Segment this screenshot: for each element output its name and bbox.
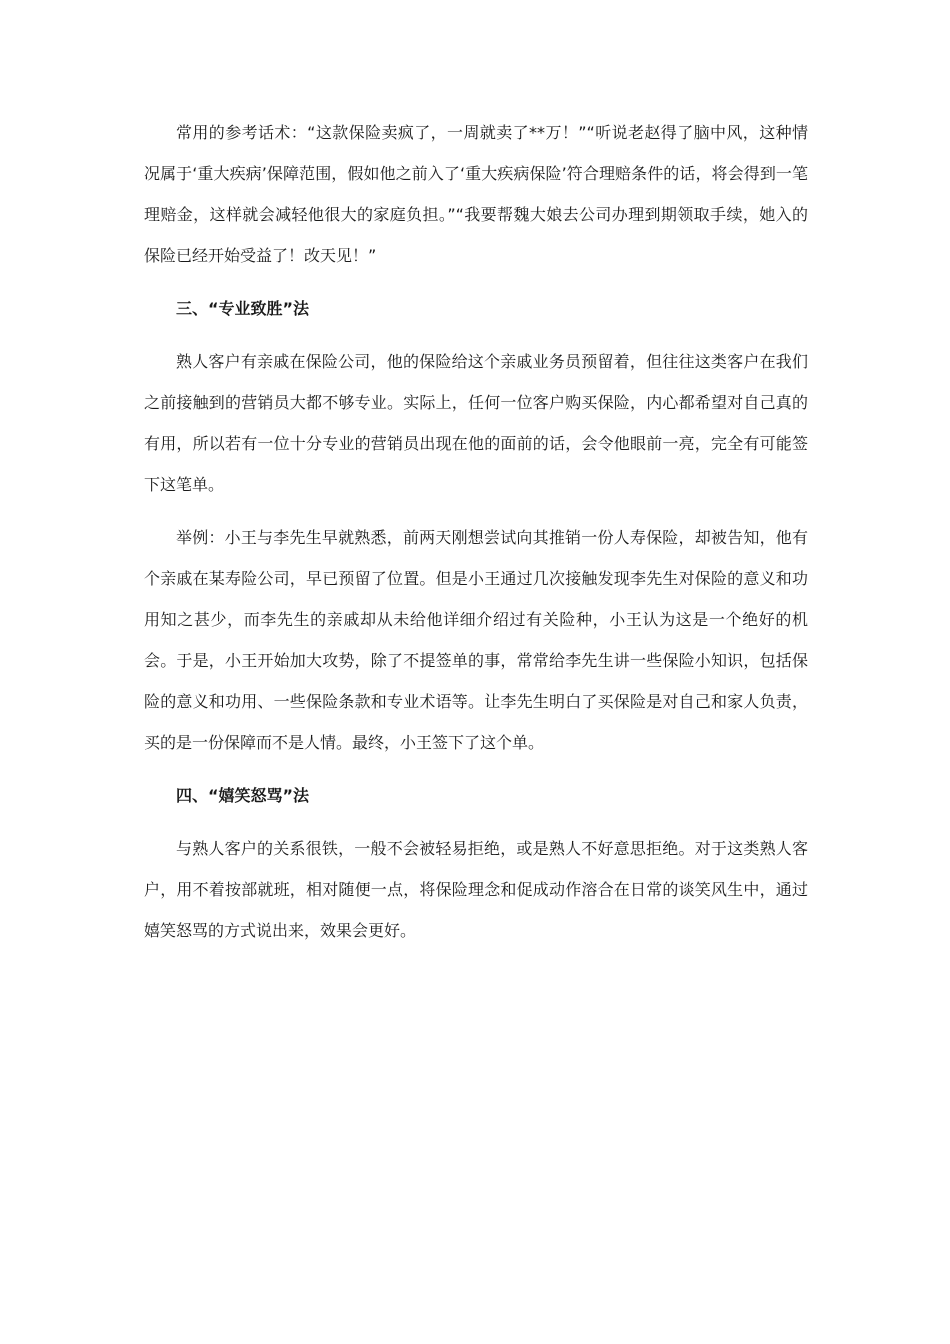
section-heading-4: 四、“嬉笑怒骂”法 xyxy=(176,786,310,805)
paragraph-casual-approach: 与熟人客户的关系很铁，一般不会被轻易拒绝，或是熟人不好意思拒绝。对于这类熟人客户，用不着按部就班，相对随便一点，将保险理念和促成动作溶合在日常的谈笑风生中，通过嬉笑怒骂的方式说出来，效果会更好。 xyxy=(144,839,808,940)
paragraph-reference-phrases: 常用的参考话术：“这款保险卖疯了，一周就卖了**万！”“听说老赵得了脑中风，这种情况属于‘重大疾病’保障范围，假如他之前入了‘重大疾病保险’符合理赔条件的话，将会得到一笔理赔金，这样就会减轻他很大的家庭负担。”“我要帮魏大娘去公司办理到期领取手续，她入的保险已经开始受益了！改天见！” xyxy=(144,123,808,265)
paragraph-professional-intro: 熟人客户有亲戚在保险公司，他的保险给这个亲戚业务员预留着，但往往这类客户在我们之前接触到的营销员大都不够专业。实际上，任何一位客户购买保险，内心都希望对自己真的有用，所以若有一位十分专业的营销员出现在他的面前的话，会令他眼前一亮，完全有可能签下这笔单。 xyxy=(144,352,808,494)
document-body xyxy=(144,112,808,951)
paragraph-example: 举例：小王与李先生早就熟悉，前两天刚想尝试向其推销一份人寿保险，却被告知，他有个亲戚在某寿险公司，早已预留了位置。但是小王通过几次接触发现李先生对保险的意义和功用知之甚少，而李先生的亲戚却从未给他详细介绍过有关险种，小王认为这是一个绝好的机会。于是，小王开始加大攻势，除了不提签单的事，常常给李先生讲一些保险小知识，包括保险的意义和功用、一些保险条款和专业术语等。让李先生明白了买保险是对自己和家人负责，买的是一份保障而不是人情。最终，小王签下了这个单。 xyxy=(144,528,808,752)
section-heading-3: 三、“专业致胜”法 xyxy=(176,299,310,318)
